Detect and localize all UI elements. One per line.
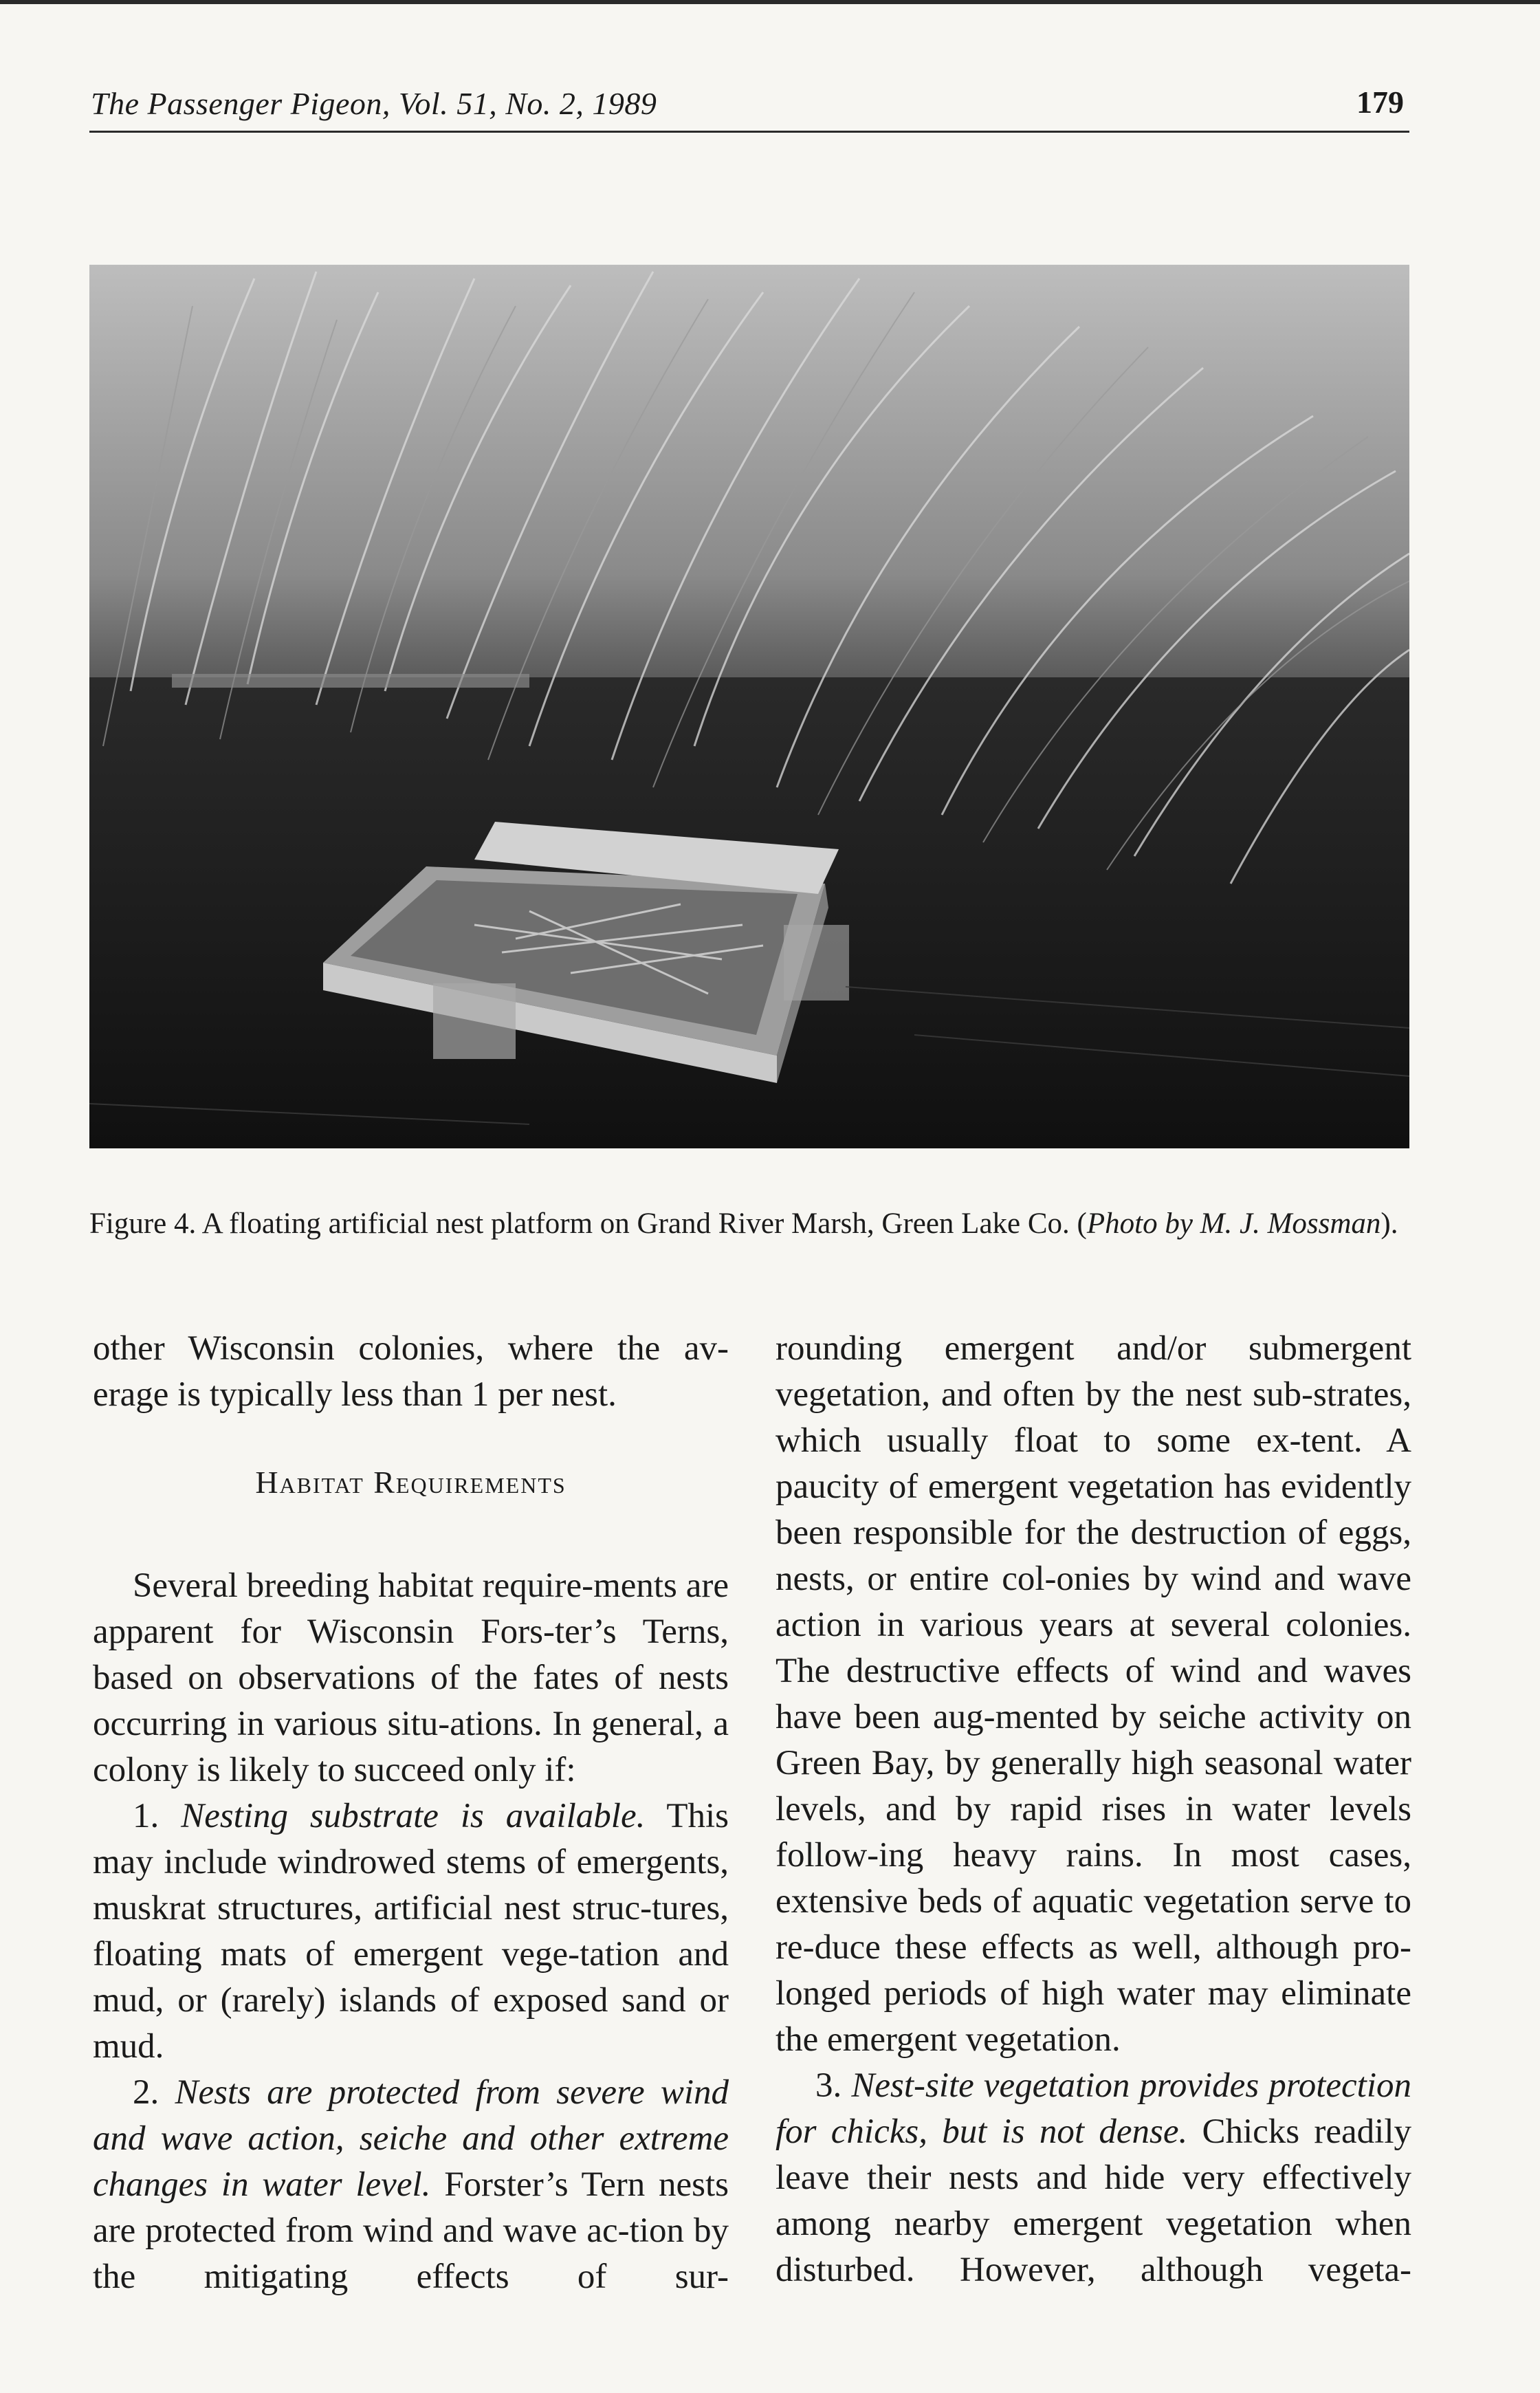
paragraph-continuation: other Wisconsin colonies, where the av-erage is typically less than 1 per nest. xyxy=(93,1329,729,1414)
list-item-2-title: Nests are protected from severe wind and wave action, seiche and other extreme changes in water level. xyxy=(93,2073,729,2204)
left-column xyxy=(93,1326,729,2300)
list-item-2-number: 2. xyxy=(133,2073,160,2112)
list-item-3-title: Nest-site vegetation provides protection for chicks, but is not dense. xyxy=(776,2066,1411,2151)
reed-marsh-photo xyxy=(89,265,1409,1148)
page-top-rule xyxy=(0,0,1540,4)
list-item-1-title: Nesting substrate is available. xyxy=(181,1797,646,1835)
page-number: 179 xyxy=(1356,85,1404,120)
journal-citation: The Passenger Pigeon, Vol. 51, No. 2, 1989 xyxy=(91,86,657,121)
list-item-1-text: This may include windrowed stems of emergents, muskrat structures, artificial nest struc-tures, floating mats of emergent vege-tation and mud, or (rarely) islands of exposed sand or mud. xyxy=(93,1797,729,2066)
paragraph-wind-wave: rounding emergent and/or submergent vegetation, and often by the nest sub-strates, which usually float to some ex-tent. A paucity of emergent vegetation has evidently been responsible for the destruction of eggs, nests, or entire col-onies by wind and wave action in various years at several colonies. The destructive effects of wind and waves have been aug-mented by seiche activity on Green Bay, by generally high seasonal water levels, and by rapid rises in water levels follow-ing heavy rains. In most cases, extensive beds of aquatic vegetation serve to re-duce these effects as well, although pro-longed periods of high water may eliminate the emergent vegetation. xyxy=(776,1329,1411,2059)
section-heading: Habitat Requirements xyxy=(255,1465,566,1500)
figure-photo xyxy=(89,265,1409,1148)
right-column xyxy=(776,1326,1411,2293)
list-item-2-text: Forster’s Tern nests are protected from wind and wave ac-tion by the mitigating effects of sur- xyxy=(93,2165,729,2296)
list-item-3 xyxy=(776,2063,1411,2293)
caption-end: ). xyxy=(1380,1208,1398,1240)
list-item-3-number: 3. xyxy=(815,2066,842,2105)
list-item-1-number: 1. xyxy=(133,1797,160,1835)
list-item-3-text: Chicks readily leave their nests and hide very effectively among nearby emergent vegetation when disturbed. However, although vegeta- xyxy=(776,2112,1412,2289)
list-item-2 xyxy=(93,2070,729,2300)
caption-photo-credit: Photo by M. J. Mossman xyxy=(1086,1208,1381,1240)
paragraph-habitat-intro: Several breeding habitat require-ments are apparent for Wisconsin Fors-ter’s Terns, based on observations of the fates of nests occurring in various situ-ations. In general, a colony is likely to succeed only if: xyxy=(93,1566,729,1789)
running-header xyxy=(89,83,1409,133)
figure-caption xyxy=(89,1205,1409,1243)
caption-main: Figure 4. A floating artificial nest platform on Grand River Marsh, Green Lake Co. ( xyxy=(89,1208,1087,1240)
list-item-1 xyxy=(93,1793,729,2070)
